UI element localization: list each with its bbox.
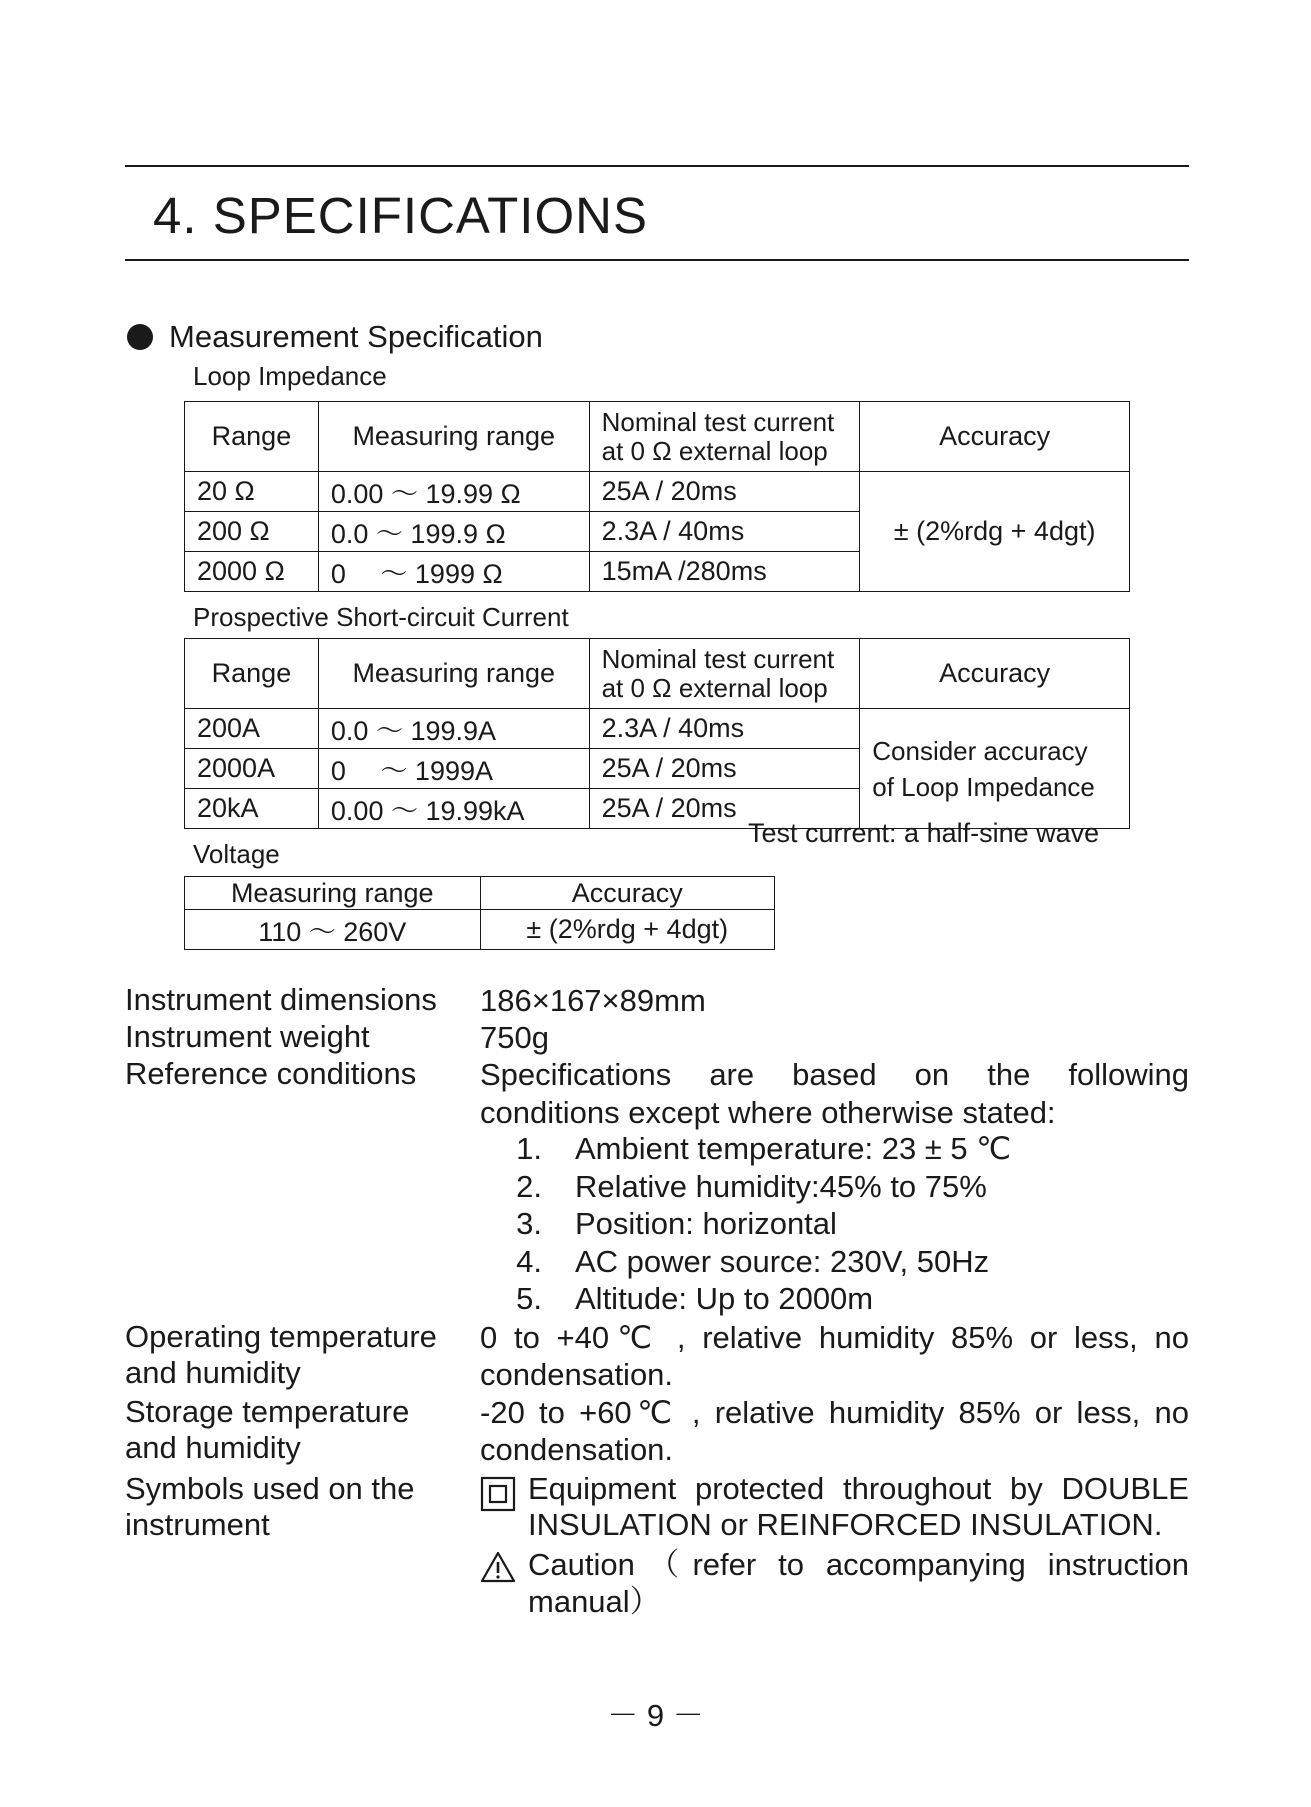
weight-label: Instrument weight [125, 1019, 370, 1054]
accuracy-cell: ± (2%rdg + 4dgt) [480, 910, 774, 950]
loop-impedance-heading: Loop Impedance [193, 361, 387, 391]
test-current-cell: 25A / 20ms [589, 472, 860, 512]
table-row [185, 472, 1130, 512]
caution-line-2: manual） [528, 1584, 661, 1619]
header-measuring-range: Measuring range [185, 877, 481, 910]
measuring-range-cell: 0.00 ～ 19.99 Ω [318, 472, 589, 512]
header-accuracy: Accuracy [480, 877, 774, 910]
header-nominal-current: Nominal test current at 0 Ω external loop [589, 639, 860, 709]
accuracy-cell: Consider accuracy of Loop Impedance [860, 709, 1130, 829]
table-header-row [185, 402, 1130, 472]
double-insulation-icon [480, 1476, 516, 1512]
table-row [185, 910, 775, 950]
operating-line-1: 0 to +40℃ , relative humidity 85% or less, no [480, 1320, 1189, 1355]
range-cell: 20kA [185, 789, 319, 829]
dimensions-label: Instrument dimensions [125, 982, 437, 1017]
reference-label: Reference conditions [125, 1056, 417, 1091]
manual-page: 4. SPECIFICATIONS Measurement Specification Loop Impedance Range Measuring range Nominal test current at 0 Ω external loop Accuracy 20 Ω 0.00 ～ 19.99 Ω 25A / 20ms ± (2%rdg + 4dgt) 200 Ω 0.0 ～ 199.9 Ω 2.3A / 40ms 2000 Ω 0 ～ 1999 Ω 15mA /280ms Prospective Short-circuit Current Range Measuring range Nominal test current at 0 Ω external loop Accuracy 200A 0.0 ～ 199.9A 2.3A / 40ms Consider accuracy of Loop Impedance 2000A 0 ～ 1999A 25A / 20ms 20kA 0.00 ～ 19.99kA 25A / 20ms Test current: a half-sine wave Voltage Measuring range Accuracy 110 ～ 260V ± (2%rdg + 4dgt) Instrument dimensions 186×167×89mm Instrument weight 750g Reference conditions Specifications are based on the following conditions except where otherwise stated: 1. Ambient temperature: 23 ± 5 ℃ 2. Relative humidity:45% to 75% 3. Position: horizontal 4. AC power source: 230V, 50Hz 5. Altitude: Up to 2000m Operating temperature and humidity 0 to +40℃ , relative humidity 85% or less, no condensation. Storage temperature and humidity -20 to +60℃ , relative humidity 85% or less, no condensation. Symbols used on the instrument Equipment protected throughout by DOUBLE INSULATION or REINFORCED INSULATION. Caution（refer to accompanying instruction manual） － 9 － [0, 0, 1311, 1807]
test-current-cell: 25A / 20ms [589, 749, 860, 789]
header-accuracy: Accuracy [860, 402, 1130, 472]
section-heading [127, 319, 543, 355]
page-title: 4. SPECIFICATIONS [153, 187, 648, 244]
operating-line-2: condensation. [480, 1357, 674, 1392]
pscc-table [184, 638, 1130, 829]
test-current-cell: 25A / 20ms [589, 789, 860, 829]
top-rule [125, 165, 1189, 167]
voltage-heading: Voltage [193, 839, 280, 869]
weight-value: 750g [480, 1020, 549, 1055]
header-measuring-range: Measuring range [318, 402, 589, 472]
loop-impedance-table [184, 401, 1130, 592]
table-header-row [185, 639, 1130, 709]
range-cell: 200A [185, 709, 319, 749]
header-range: Range [185, 639, 319, 709]
measuring-range-cell: 0 ～ 1999 Ω [318, 552, 589, 592]
reference-line-1: Specifications are based on the following [480, 1057, 1189, 1092]
measuring-range-cell: 0.00 ～ 19.99kA [318, 789, 589, 829]
title-underline [125, 259, 1189, 261]
table-row [185, 709, 1130, 749]
double-insulation-line-2: INSULATION or REINFORCED INSULATION. [528, 1507, 1163, 1542]
storage-label: Storage temperature and humidity [125, 1394, 410, 1465]
test-current-cell: 15mA /280ms [589, 552, 860, 592]
caution-icon [480, 1550, 516, 1584]
symbols-label: Symbols used on the instrument [125, 1471, 415, 1542]
bullet-icon [127, 324, 153, 350]
test-current-cell: 2.3A / 40ms [589, 512, 860, 552]
storage-line-1: -20 to +60℃ , relative humidity 85% or less, no [480, 1395, 1189, 1430]
reference-line-2: conditions except where otherwise stated: [480, 1095, 1056, 1130]
header-range: Range [185, 402, 319, 472]
header-nominal-current: Nominal test current at 0 Ω external loop [589, 402, 860, 472]
range-cell: 200 Ω [185, 512, 319, 552]
measuring-range-cell: 0 ～ 1999A [318, 749, 589, 789]
measuring-range-cell: 0.0 ～ 199.9 Ω [318, 512, 589, 552]
header-measuring-range: Measuring range [318, 639, 589, 709]
pscc-heading: Prospective Short-circuit Current [193, 602, 569, 632]
measuring-range-cell: 110 ～ 260V [185, 910, 481, 950]
double-insulation-line-1: Equipment protected throughout by DOUBLE [528, 1471, 1189, 1506]
page-number: － 9 － [607, 1698, 704, 1733]
operating-label: Operating temperature and humidity [125, 1319, 437, 1390]
accuracy-cell: ± (2%rdg + 4dgt) [860, 472, 1130, 592]
voltage-table [184, 876, 775, 950]
test-current-note: Test current: a half-sine wave [748, 818, 1100, 848]
section-title: Measurement Specification [169, 319, 543, 354]
dimensions-value: 186×167×89mm [480, 983, 706, 1018]
table-header-row [185, 877, 775, 910]
caution-line-1: Caution（refer to accompanying instruction [528, 1547, 1189, 1582]
range-cell: 2000A [185, 749, 319, 789]
test-current-cell: 2.3A / 40ms [589, 709, 860, 749]
storage-line-2: condensation. [480, 1432, 674, 1467]
header-accuracy: Accuracy [860, 639, 1130, 709]
range-cell: 2000 Ω [185, 552, 319, 592]
range-cell: 20 Ω [185, 472, 319, 512]
measuring-range-cell: 0.0 ～ 199.9A [318, 709, 589, 749]
